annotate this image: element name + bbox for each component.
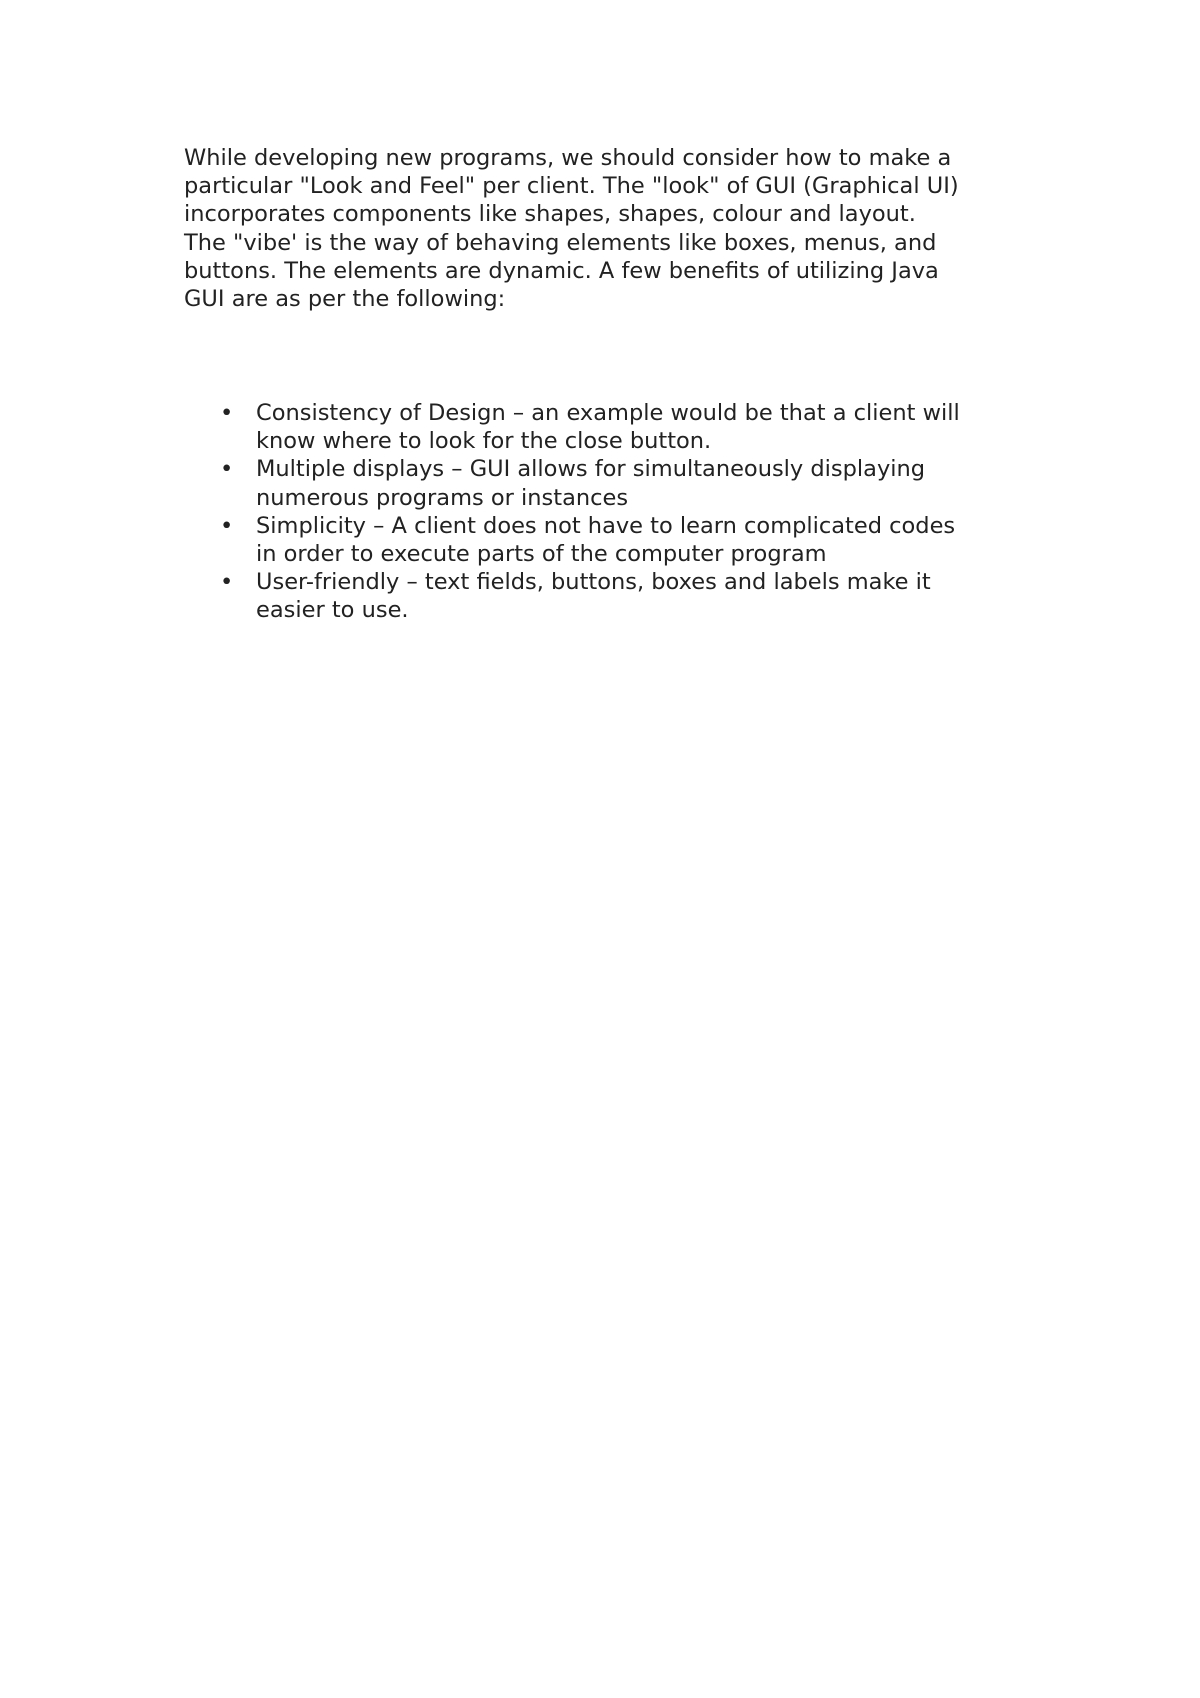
list-item bbox=[184, 568, 1034, 624]
intro-paragraph bbox=[184, 144, 1034, 313]
intro-line: particular "Look and Feel" per client. The "look" of GUI (Graphical UI) bbox=[184, 173, 959, 200]
bullet-icon: • bbox=[220, 400, 234, 426]
list-item bbox=[184, 455, 1034, 511]
list-item-text: numerous programs or instances bbox=[256, 484, 629, 511]
list-item-text: Consistency of Design – an example would be that a client will bbox=[256, 400, 960, 426]
bullet-icon: • bbox=[220, 569, 234, 596]
intro-line: While developing new programs, we should consider how to make a bbox=[184, 145, 952, 171]
list-item bbox=[184, 512, 1034, 568]
document-body bbox=[184, 144, 1034, 624]
list-item bbox=[184, 399, 1034, 455]
list-item-text: easier to use. bbox=[256, 597, 409, 624]
benefits-list bbox=[184, 399, 1034, 625]
list-item-text: Multiple displays – GUI allows for simultaneously displaying bbox=[256, 456, 926, 483]
list-item-text: User-friendly – text fields, buttons, boxes and labels make it bbox=[256, 569, 931, 596]
list-item-text: in order to execute parts of the computer program bbox=[256, 541, 827, 568]
bullet-icon: • bbox=[220, 512, 234, 539]
intro-line: incorporates components like shapes, shapes, colour and layout. bbox=[184, 201, 916, 228]
intro-line: The "vibe' is the way of behaving elements like boxes, menus, and bbox=[184, 229, 937, 256]
list-item-text: Simplicity – A client does not have to learn complicated codes bbox=[256, 512, 956, 539]
intro-line: GUI are as per the following: bbox=[184, 286, 506, 313]
bullet-icon: • bbox=[220, 456, 234, 483]
list-item-text: know where to look for the close button. bbox=[256, 428, 712, 455]
intro-line: buttons. The elements are dynamic. A few benefits of utilizing Java bbox=[184, 257, 939, 284]
